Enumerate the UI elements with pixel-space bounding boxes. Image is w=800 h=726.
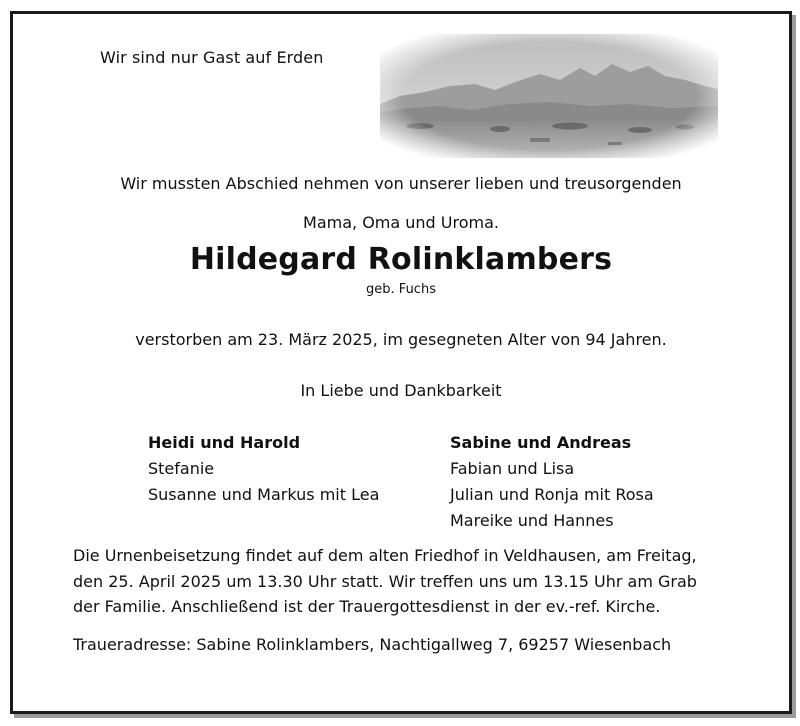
family-group-left <box>148 430 379 508</box>
service-details <box>73 543 773 620</box>
motto-text: Wir sind nur Gast auf Erden <box>100 48 324 67</box>
intro-line-2: Mama, Oma und Uroma. <box>303 213 499 232</box>
obituary-frame <box>10 11 792 714</box>
mourning-address: Traueradresse: Sabine Rolinklambers, Nachtigallweg 7, 69257 Wiesenbach <box>73 635 672 654</box>
maiden-name: geb. Fuchs <box>366 282 436 297</box>
family-member: Julian und Ronja mit Rosa <box>450 485 654 504</box>
family-member: Susanne und Markus mit Lea <box>148 485 380 504</box>
closing-line: In Liebe und Dankbarkeit <box>300 381 502 400</box>
family-head: Sabine und Andreas <box>450 433 632 452</box>
service-line: den 25. April 2025 um 13.30 Uhr statt. Wir treffen uns um 13.15 Uhr am Grab <box>73 571 697 591</box>
deceased-name: Hildegard Rolinklambers <box>189 242 613 277</box>
death-date-line: verstorben am 23. März 2025, im gesegneten Alter von 94 Jahren. <box>135 330 667 349</box>
service-line: Die Urnenbeisetzung findet auf dem alten Friedhof in Veldhausen, am Freitag, <box>73 546 697 565</box>
family-member: Fabian und Lisa <box>450 459 575 478</box>
family-group-right <box>450 430 654 534</box>
family-head: Heidi und Harold <box>148 433 301 452</box>
service-line: der Familie. Anschließend ist der Trauergottesdienst in der ev.-ref. Kirche. <box>73 597 661 616</box>
family-member: Mareike und Hannes <box>450 511 614 530</box>
intro-line-1: Wir mussten Abschied nehmen von unserer lieben und treusorgenden <box>120 174 682 193</box>
family-member: Stefanie <box>148 459 215 478</box>
mountain-landscape-image <box>380 34 718 158</box>
